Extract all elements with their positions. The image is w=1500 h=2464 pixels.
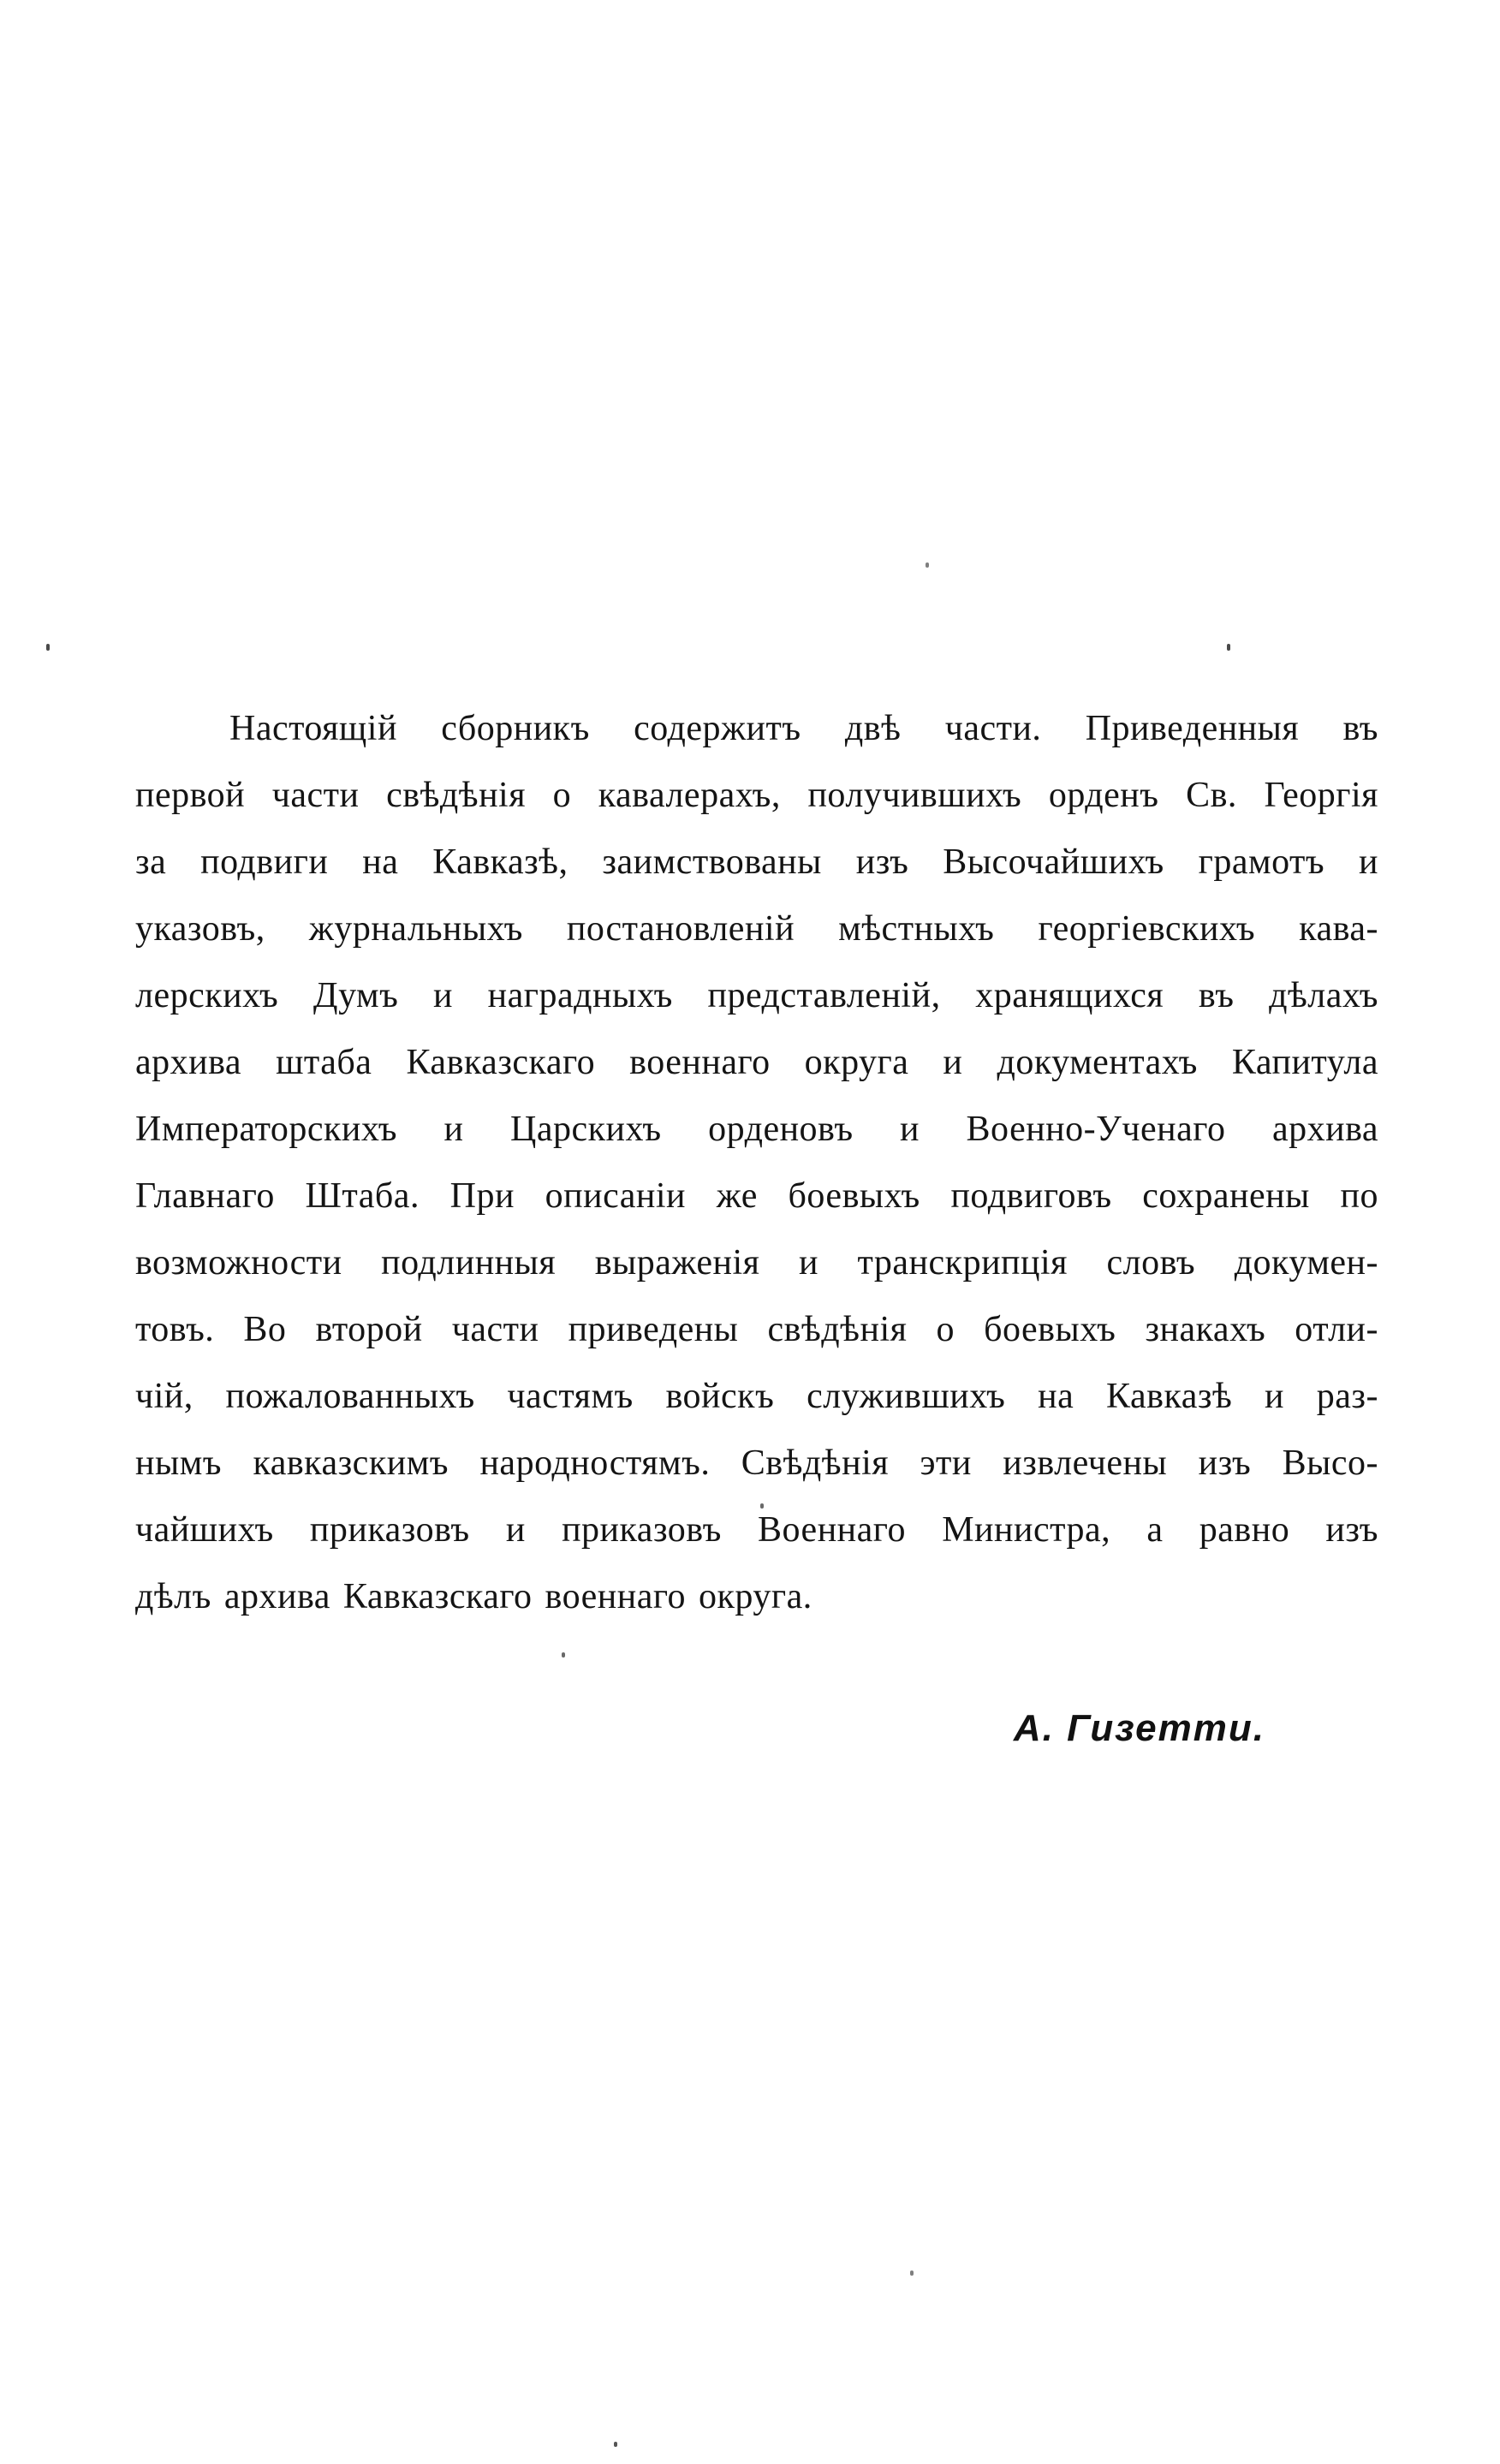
paragraph-line-5: лерскихъ Думъ и наградныхъ представленій, хранящихся въ дѣлахъ [135, 976, 1378, 1015]
scan-speck [910, 2271, 914, 2276]
preface-paragraph [135, 695, 1378, 1630]
paragraph-line-9: возможности подлинныя выраженія и транскрипція словъ докумен- [135, 1243, 1378, 1283]
paragraph-line-12: нымъ кавказскимъ народностямъ. Свѣдѣнія эти извлечены изъ Высо- [135, 1443, 1378, 1483]
paragraph-line-6: архива штаба Кавказскаго военнаго округа и документахъ Капитула [135, 1043, 1378, 1082]
paragraph-line-10: товъ. Во второй части приведены свѣдѣнія о боевыхъ знакахъ отли- [135, 1310, 1378, 1349]
scan-speck [614, 2442, 617, 2447]
paragraph-line-2: первой части свѣдѣнія о кавалерахъ, получившихъ орденъ Св. Георгія [135, 776, 1378, 815]
paragraph-line-1: Настоящій сборникъ содержитъ двѣ части. Приведенныя въ [229, 709, 1378, 748]
paragraph-line-11: чій, пожалованныхъ частямъ войскъ служившихъ на Кавказѣ и раз- [135, 1377, 1378, 1416]
paragraph-line-8: Главнаго Штаба. При описаніи же боевыхъ подвиговъ сохранены по [135, 1176, 1378, 1216]
scan-speck [46, 644, 50, 651]
paragraph-line-7: Императорскихъ и Царскихъ орденовъ и Военно-Ученаго архива [135, 1110, 1378, 1149]
scan-speck [562, 1652, 565, 1658]
paragraph-line-3: за подвиги на Кавказѣ, заимствованы изъ Высочайшихъ грамотъ и [135, 842, 1378, 882]
paragraph-line-14: дѣлъ архива Кавказскаго военнаго округа. [135, 1577, 812, 1616]
author-signature: А. Гизетти. [1013, 1707, 1265, 1749]
paragraph-line-13: чайшихъ приказовъ и приказовъ Военнаго Министра, а равно изъ [135, 1510, 1378, 1550]
scan-speck [1227, 644, 1230, 651]
scan-speck [760, 1503, 764, 1509]
paragraph-line-4: указовъ, журнальныхъ постановленій мѣстныхъ георгіевскихъ кава- [135, 909, 1378, 949]
scan-speck [926, 562, 929, 568]
